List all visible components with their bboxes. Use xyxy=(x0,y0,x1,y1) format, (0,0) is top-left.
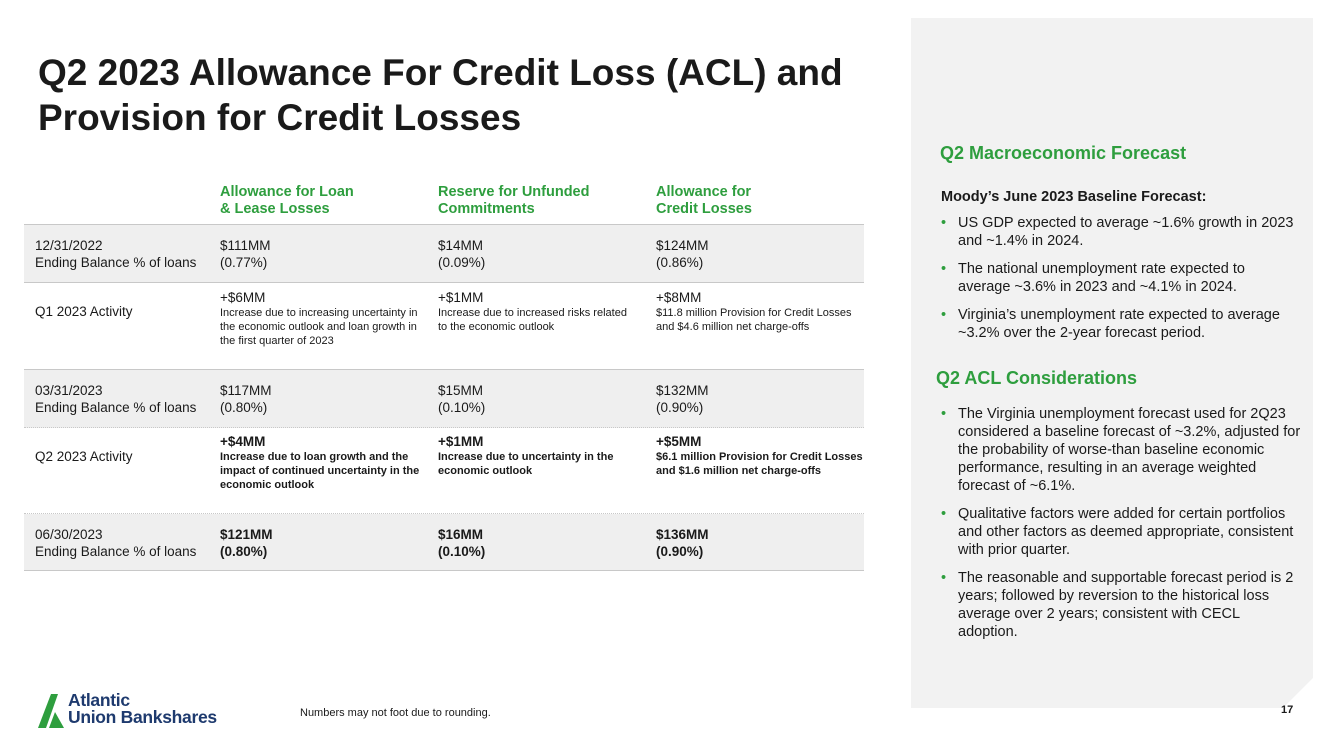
row-label-line: Ending Balance % of loans xyxy=(35,544,197,559)
header-line: Commitments xyxy=(438,201,535,217)
list-item xyxy=(941,569,1301,641)
logo-line: Union Bankshares xyxy=(68,707,217,727)
table-cell xyxy=(438,526,628,560)
header-line: Allowance for Loan xyxy=(220,184,354,200)
logo-line: Atlantic xyxy=(68,690,130,710)
row-label-line: Q2 2023 Activity xyxy=(35,449,133,464)
rounding-footnote: Numbers may not foot due to rounding. xyxy=(300,707,491,719)
table-cell xyxy=(220,289,420,348)
page-title-line-2: Provision for Credit Losses xyxy=(38,97,522,138)
bullet-text: The reasonable and supportable forecast period is 2 years; followed by reversion to the historical loss average over 2 years; consistent with CECL adoption. xyxy=(958,570,1294,640)
table-cell xyxy=(220,382,420,416)
cell-value: +$6MM xyxy=(220,290,266,305)
cell-note: Increase due to loan growth and the impact of continued uncertainty in the economic outlook xyxy=(220,451,420,491)
cell-percent: (0.09%) xyxy=(438,255,486,270)
row-label-line: 03/31/2023 xyxy=(35,383,103,398)
cell-percent: (0.86%) xyxy=(656,255,704,270)
row-label xyxy=(35,303,133,320)
cell-value: $14MM xyxy=(438,238,484,253)
table-cell xyxy=(438,382,628,416)
row-label-line: Q1 2023 Activity xyxy=(35,304,133,319)
row-label-line: Ending Balance % of loans xyxy=(35,400,197,415)
table-header-row xyxy=(24,180,864,225)
cell-value: $124MM xyxy=(656,238,709,253)
row-label xyxy=(35,382,196,416)
header-line: Credit Losses xyxy=(656,201,752,217)
macro-bullet-list xyxy=(941,214,1301,352)
table-cell xyxy=(220,433,420,492)
list-item xyxy=(941,306,1301,342)
list-item xyxy=(941,260,1301,296)
bullet-icon: • xyxy=(941,406,947,422)
cell-percent: (0.80%) xyxy=(220,544,268,559)
bullet-icon: • xyxy=(941,261,947,277)
cell-value: +$5MM xyxy=(656,434,702,449)
table-cell xyxy=(438,237,628,271)
table-cell xyxy=(656,289,866,334)
bullet-icon: • xyxy=(941,570,947,586)
acl-heading: Q2 ACL Considerations xyxy=(936,368,1138,388)
row-label-line: 12/31/2022 xyxy=(35,238,103,253)
cell-value: +$1MM xyxy=(438,290,484,305)
bullet-text: The Virginia unemployment forecast used for 2Q23 considered a baseline forecast of ~3.2%, adjusted for the probability of worse-than baseline economic performance, resulting in an average weighted forecast of ~6.1%. xyxy=(958,406,1301,494)
bullet-text: Qualitative factors were added for certain portfolios and other factors as deemed appropriate, consistent with prior quarter. xyxy=(958,506,1294,558)
table-row xyxy=(24,370,864,428)
forecast-panel xyxy=(911,18,1313,708)
row-label xyxy=(35,448,133,465)
logo-text xyxy=(68,692,217,726)
cell-percent: (0.77%) xyxy=(220,255,268,270)
page-title-line-1: Q2 2023 Allowance For Credit Loss (ACL) and xyxy=(38,52,843,93)
table-cell xyxy=(656,433,866,478)
header-line: & Lease Losses xyxy=(220,201,330,217)
header-allowance-loan-lease xyxy=(220,184,420,218)
list-item xyxy=(941,505,1301,559)
bullet-text: US GDP expected to average ~1.6% growth in 2023 and ~1.4% in 2024. xyxy=(958,215,1294,249)
table-row xyxy=(24,283,864,370)
list-item xyxy=(941,405,1301,495)
cell-value: +$4MM xyxy=(220,434,266,449)
logo-mark-icon xyxy=(38,692,66,730)
cell-note: Increase due to increasing uncertainty in the economic outlook and loan growth in the first quarter of 2023 xyxy=(220,307,418,347)
header-reserve-unfunded xyxy=(438,184,628,218)
table-cell xyxy=(220,237,420,271)
acl-table xyxy=(24,180,864,571)
table-cell xyxy=(656,237,866,271)
page-number: 17 xyxy=(1281,704,1294,716)
table-cell xyxy=(656,382,866,416)
macro-subheading: Moody’s June 2023 Baseline Forecast: xyxy=(941,189,1207,205)
cell-value: $121MM xyxy=(220,527,273,542)
cell-value: $111MM xyxy=(220,238,271,253)
table-row xyxy=(24,514,864,571)
page-title xyxy=(38,50,908,140)
header-line: Allowance for xyxy=(656,184,752,200)
row-label-line: Ending Balance % of loans xyxy=(35,255,197,270)
table-cell xyxy=(220,526,420,560)
cell-note: Increase due to increased risks related to the economic outlook xyxy=(438,307,627,333)
table-cell xyxy=(438,433,628,478)
bullet-icon: • xyxy=(941,307,947,323)
cell-value: $132MM xyxy=(656,383,709,398)
macro-heading: Q2 Macroeconomic Forecast xyxy=(940,143,1187,163)
cell-value: +$8MM xyxy=(656,290,702,305)
table-cell xyxy=(656,526,866,560)
cell-note: $6.1 million Provision for Credit Losses and $1.6 million net charge-offs xyxy=(656,451,863,477)
bullet-text: The national unemployment rate expected to average ~3.6% in 2023 and ~4.1% in 2024. xyxy=(958,261,1245,295)
cell-percent: (0.10%) xyxy=(438,544,486,559)
cell-percent: (0.10%) xyxy=(438,400,486,415)
cell-percent: (0.90%) xyxy=(656,544,704,559)
table-cell xyxy=(438,289,628,334)
bullet-icon: • xyxy=(941,215,947,231)
cell-note: Increase due to uncertainty in the economic outlook xyxy=(438,451,614,477)
bullet-text: Virginia’s unemployment rate expected to average ~3.2% over the 2-year forecast period. xyxy=(958,307,1280,341)
acl-bullet-list xyxy=(941,405,1301,651)
header-allowance-credit-losses xyxy=(656,184,866,218)
cell-percent: (0.80%) xyxy=(220,400,268,415)
cell-value: $117MM xyxy=(220,383,272,398)
cell-value: $16MM xyxy=(438,527,484,542)
list-item xyxy=(941,214,1301,250)
cell-value: $15MM xyxy=(438,383,484,398)
cell-value: $136MM xyxy=(656,527,709,542)
row-label xyxy=(35,526,196,560)
cell-value: +$1MM xyxy=(438,434,484,449)
header-line: Reserve for Unfunded xyxy=(438,184,590,200)
row-label xyxy=(35,237,196,271)
row-label-line: 06/30/2023 xyxy=(35,527,103,542)
table-row xyxy=(24,428,864,514)
table-row xyxy=(24,225,864,283)
cell-note: $11.8 million Provision for Credit Losses and $4.6 million net charge-offs xyxy=(656,307,852,333)
bullet-icon: • xyxy=(941,506,947,522)
company-logo xyxy=(38,690,258,730)
cell-percent: (0.90%) xyxy=(656,400,704,415)
